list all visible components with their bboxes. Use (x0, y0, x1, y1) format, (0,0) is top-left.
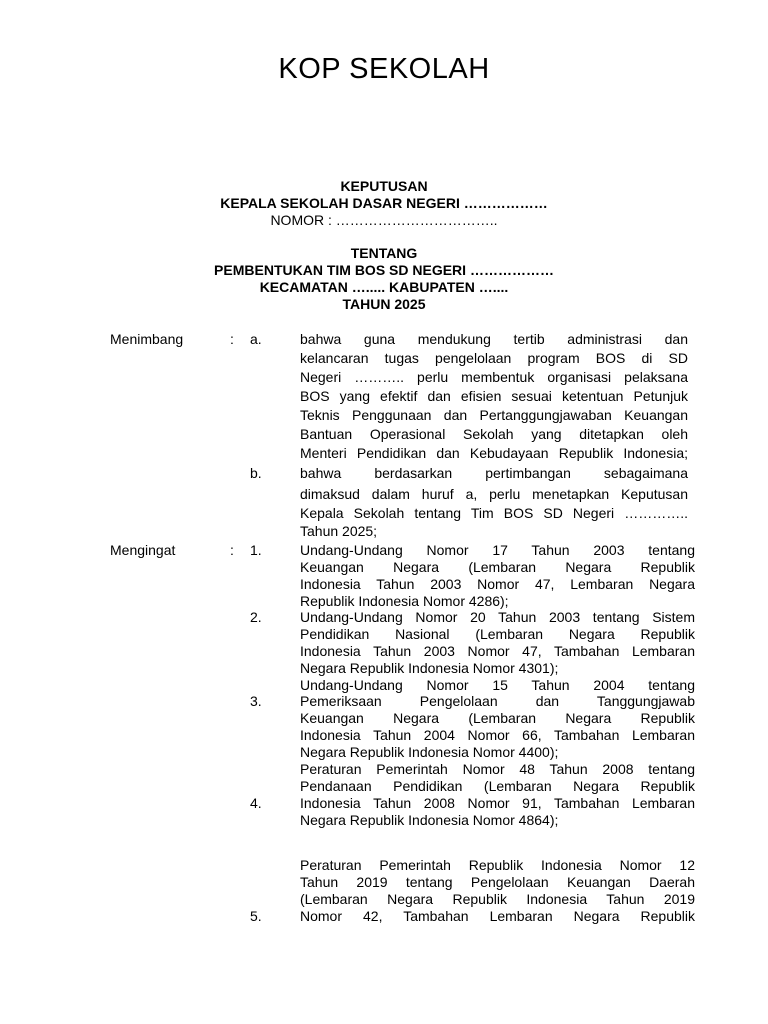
mengingat-3-line-1: Undang-Undang Nomor 15 Tahun 2004 tentang (300, 677, 695, 693)
mengingat-2-line-1: Undang-Undang Nomor 20 Tahun 2003 tentang Sistem (300, 609, 695, 625)
mengingat-5-line-3: (Lembaran Negara Republik Indonesia Tahun 2019 (300, 891, 695, 907)
kop-sekolah-title: KOP SEKOLAH (278, 53, 490, 85)
menimbang-label: Menimbang (110, 331, 184, 347)
tentang-heading: TENTANG (350, 245, 418, 261)
menimbang-a-line-6: Bantuan Operasional Sekolah yang ditetapkan oleh (300, 426, 688, 442)
kepala-sekolah-heading: KEPALA SEKOLAH DASAR NEGERI ……………… (220, 195, 548, 211)
mengingat-1-line-4: Republik Indonesia Nomor 4286); (300, 593, 509, 609)
mengingat-marker-4: 4. (250, 795, 262, 811)
kecamatan-heading: KECAMATAN …..... KABUPATEN ….... (259, 279, 509, 295)
mengingat-1-line-3: Indonesia Tahun 2003 Nomor 47, Lembaran Negara (300, 576, 695, 592)
mengingat-4-line-1: Peraturan Pemerintah Nomor 48 Tahun 2008 tentang (300, 761, 695, 777)
menimbang-a-line-4: BOS yang efektif dan efisien sesuai ketentuan Petunjuk (300, 388, 688, 404)
nomor-line: NOMOR : …………………………….. (270, 212, 498, 228)
mengingat-marker-5: 5. (250, 908, 262, 924)
mengingat-1-line-2: Keuangan Negara (Lembaran Negara Republik (300, 559, 695, 575)
pembentukan-heading: PEMBENTUKAN TIM BOS SD NEGERI ……………… (214, 262, 554, 278)
menimbang-marker-b: b. (250, 465, 262, 481)
menimbang-a-line-3: Negeri ……….. perlu membentuk organisasi pelaksana (300, 369, 688, 385)
mengingat-5-line-1: Peraturan Pemerintah Republik Indonesia Nomor 12 (300, 857, 695, 873)
mengingat-2-line-2: Pendidikan Nasional (Lembaran Negara Republik (300, 626, 695, 642)
mengingat-3-line-4: Indonesia Tahun 2004 Nomor 66, Tambahan Lembaran (300, 727, 695, 743)
menimbang-marker-a: a. (250, 331, 262, 347)
menimbang-b-line-4: Tahun 2025; (300, 523, 378, 539)
menimbang-colon: : (230, 331, 234, 347)
mengingat-3-line-3: Keuangan Negara (Lembaran Negara Republik (300, 710, 695, 726)
mengingat-4-line-4: Negara Republik Indonesia Nomor 4864); (300, 812, 559, 828)
keputusan-heading: KEPUTUSAN (340, 178, 428, 194)
mengingat-marker-2: 2. (250, 609, 262, 625)
mengingat-5-line-4: Nomor 42, Tambahan Lembaran Negara Republik (300, 908, 695, 924)
mengingat-1-line-1: Undang-Undang Nomor 17 Tahun 2003 tentang (300, 542, 695, 558)
menimbang-a-line-2: kelancaran tugas pengelolaan program BOS di SD (300, 350, 688, 366)
mengingat-2-line-4: Negara Republik Indonesia Nomor 4301); (300, 660, 559, 676)
mengingat-3-line-5: Negara Republik Indonesia Nomor 4400); (300, 744, 559, 760)
menimbang-a-line-7: Menteri Pendidikan dan Kebudayaan Republik Indonesia; (300, 445, 688, 461)
mengingat-2-line-3: Indonesia Tahun 2003 Nomor 47, Tambahan Lembaran (300, 643, 695, 659)
mengingat-colon: : (230, 542, 234, 558)
tahun-heading: TAHUN 2025 (342, 296, 426, 312)
mengingat-marker-3: 3. (250, 693, 262, 709)
mengingat-4-line-2: Pendanaan Pendidikan (Lembaran Negara Republik (300, 778, 695, 794)
mengingat-3-line-2: Pemeriksaan Pengelolaan dan Tanggungjawab (300, 693, 695, 709)
mengingat-5-line-2: Tahun 2019 tentang Pengelolaan Keuangan Daerah (300, 874, 695, 890)
mengingat-4-line-3: Indonesia Tahun 2008 Nomor 91, Tambahan Lembaran (300, 795, 695, 811)
mengingat-marker-1: 1. (250, 542, 262, 558)
menimbang-b-line-3: Kepala Sekolah tentang Tim BOS SD Negeri ………….. (300, 505, 688, 521)
menimbang-b-line-2: dimaksud dalam huruf a, perlu menetapkan Keputusan (300, 486, 688, 502)
menimbang-a-line-1: bahwa guna mendukung tertib administrasi dan (300, 331, 688, 347)
mengingat-label: Mengingat (110, 542, 176, 558)
menimbang-b-line-1: bahwa berdasarkan pertimbangan sebagaimana (300, 465, 688, 481)
menimbang-a-line-5: Teknis Penggunaan dan Pertanggungjawaban Keuangan (300, 407, 688, 423)
